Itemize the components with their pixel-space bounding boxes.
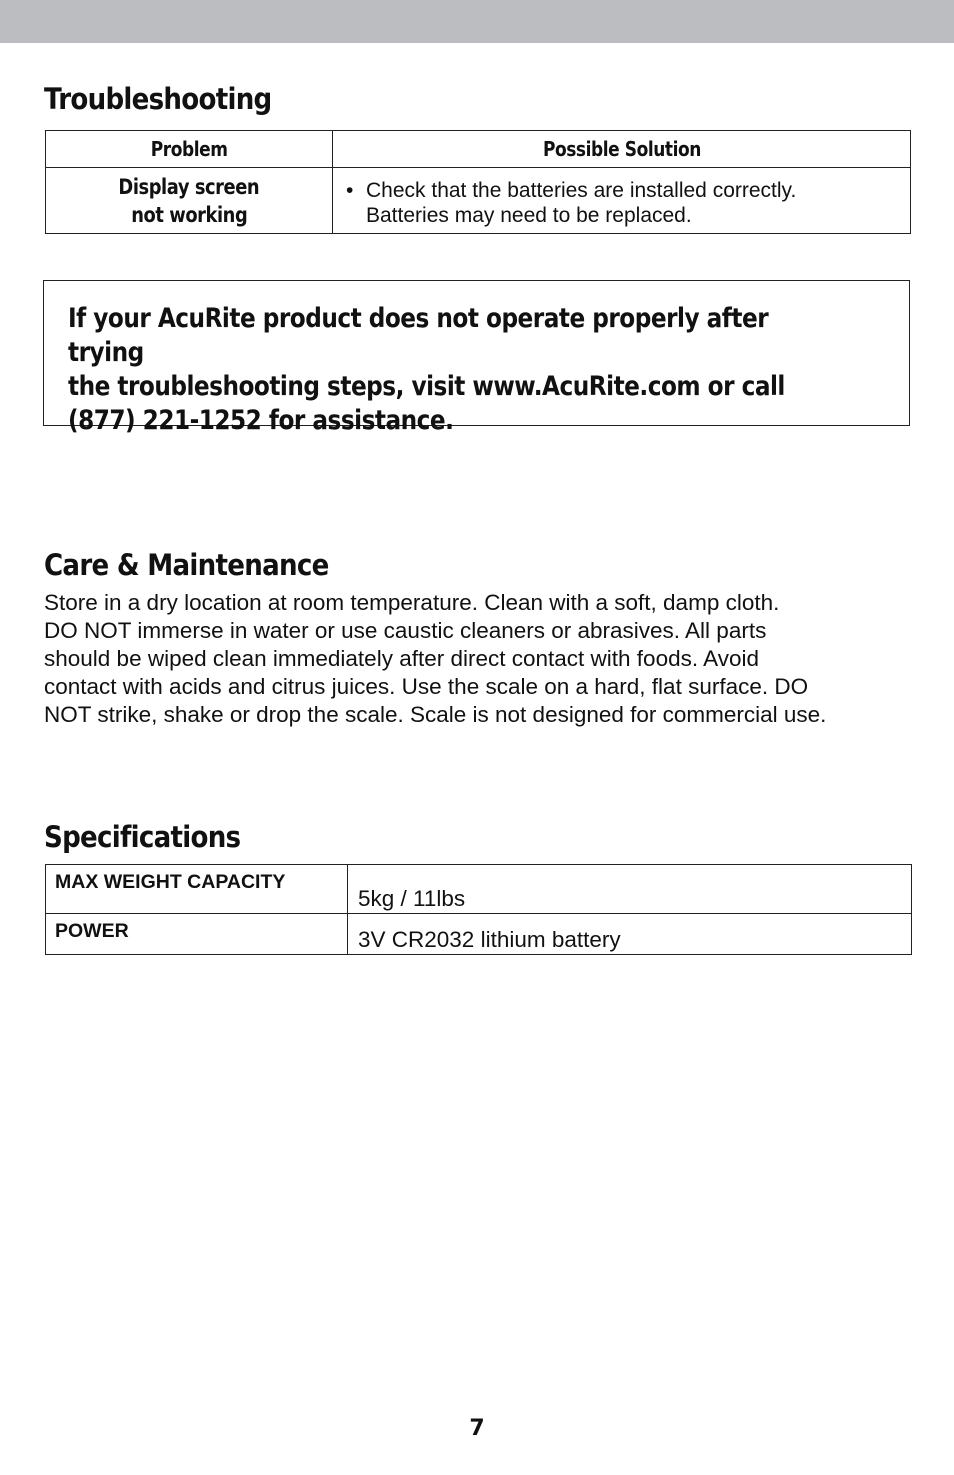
notice-line-1: If your AcuRite product does not operate properly after trying — [68, 303, 769, 368]
care-line-1: Store in a dry location at room temperature. Clean with a soft, damp cloth. — [44, 590, 780, 615]
care-heading: Care & Maintenance — [44, 548, 329, 582]
problem-column-header: Problem — [46, 131, 333, 168]
notice-line-3: (877) 221-1252 for assistance. — [68, 405, 454, 436]
solution-cell — [333, 168, 911, 234]
care-paragraph — [44, 589, 924, 729]
care-line-4: contact with acids and citrus juices. Use the scale on a hard, flat surface. DO — [44, 674, 809, 699]
solution-bullet-item — [346, 178, 910, 228]
troubleshooting-heading: Troubleshooting — [44, 82, 272, 116]
spec-label-power: POWER — [46, 914, 348, 955]
problem-cell — [46, 168, 333, 234]
header-band — [0, 0, 954, 43]
problem-line-1: Display screen — [118, 174, 260, 199]
solution-column-header: Possible Solution — [333, 131, 911, 168]
care-line-3: should be wiped clean immediately after direct contact with foods. Avoid — [44, 646, 759, 671]
table-header-row — [46, 131, 911, 168]
notice-line-2: the troubleshooting steps, visit www.AcuRite.com or call — [68, 371, 785, 402]
spec-label-max-weight: MAX WEIGHT CAPACITY — [46, 865, 348, 914]
care-line-2: DO NOT immerse in water or use caustic cleaners or abrasives. All parts — [44, 618, 767, 643]
specifications-table — [45, 864, 912, 955]
table-row — [46, 865, 912, 914]
care-line-5: NOT strike, shake or drop the scale. Scale is not designed for commercial use. — [44, 702, 827, 727]
spec-value-max-weight: 5kg / 11lbs — [348, 865, 912, 914]
support-notice-box — [43, 280, 910, 436]
solution-line-2: Batteries may need to be replaced. — [366, 203, 692, 227]
table-row — [46, 914, 912, 955]
specifications-heading: Specifications — [44, 820, 241, 854]
support-notice-text — [68, 302, 842, 438]
spec-value-power: 3V CR2032 lithium battery — [348, 914, 912, 955]
table-row — [46, 168, 911, 234]
bullet-icon: • — [346, 178, 354, 202]
troubleshooting-table — [45, 130, 911, 234]
problem-line-2: not working — [130, 202, 248, 227]
solution-line-1: Check that the batteries are installed correctly. — [366, 178, 797, 202]
page-number: 7 — [469, 1416, 485, 1441]
